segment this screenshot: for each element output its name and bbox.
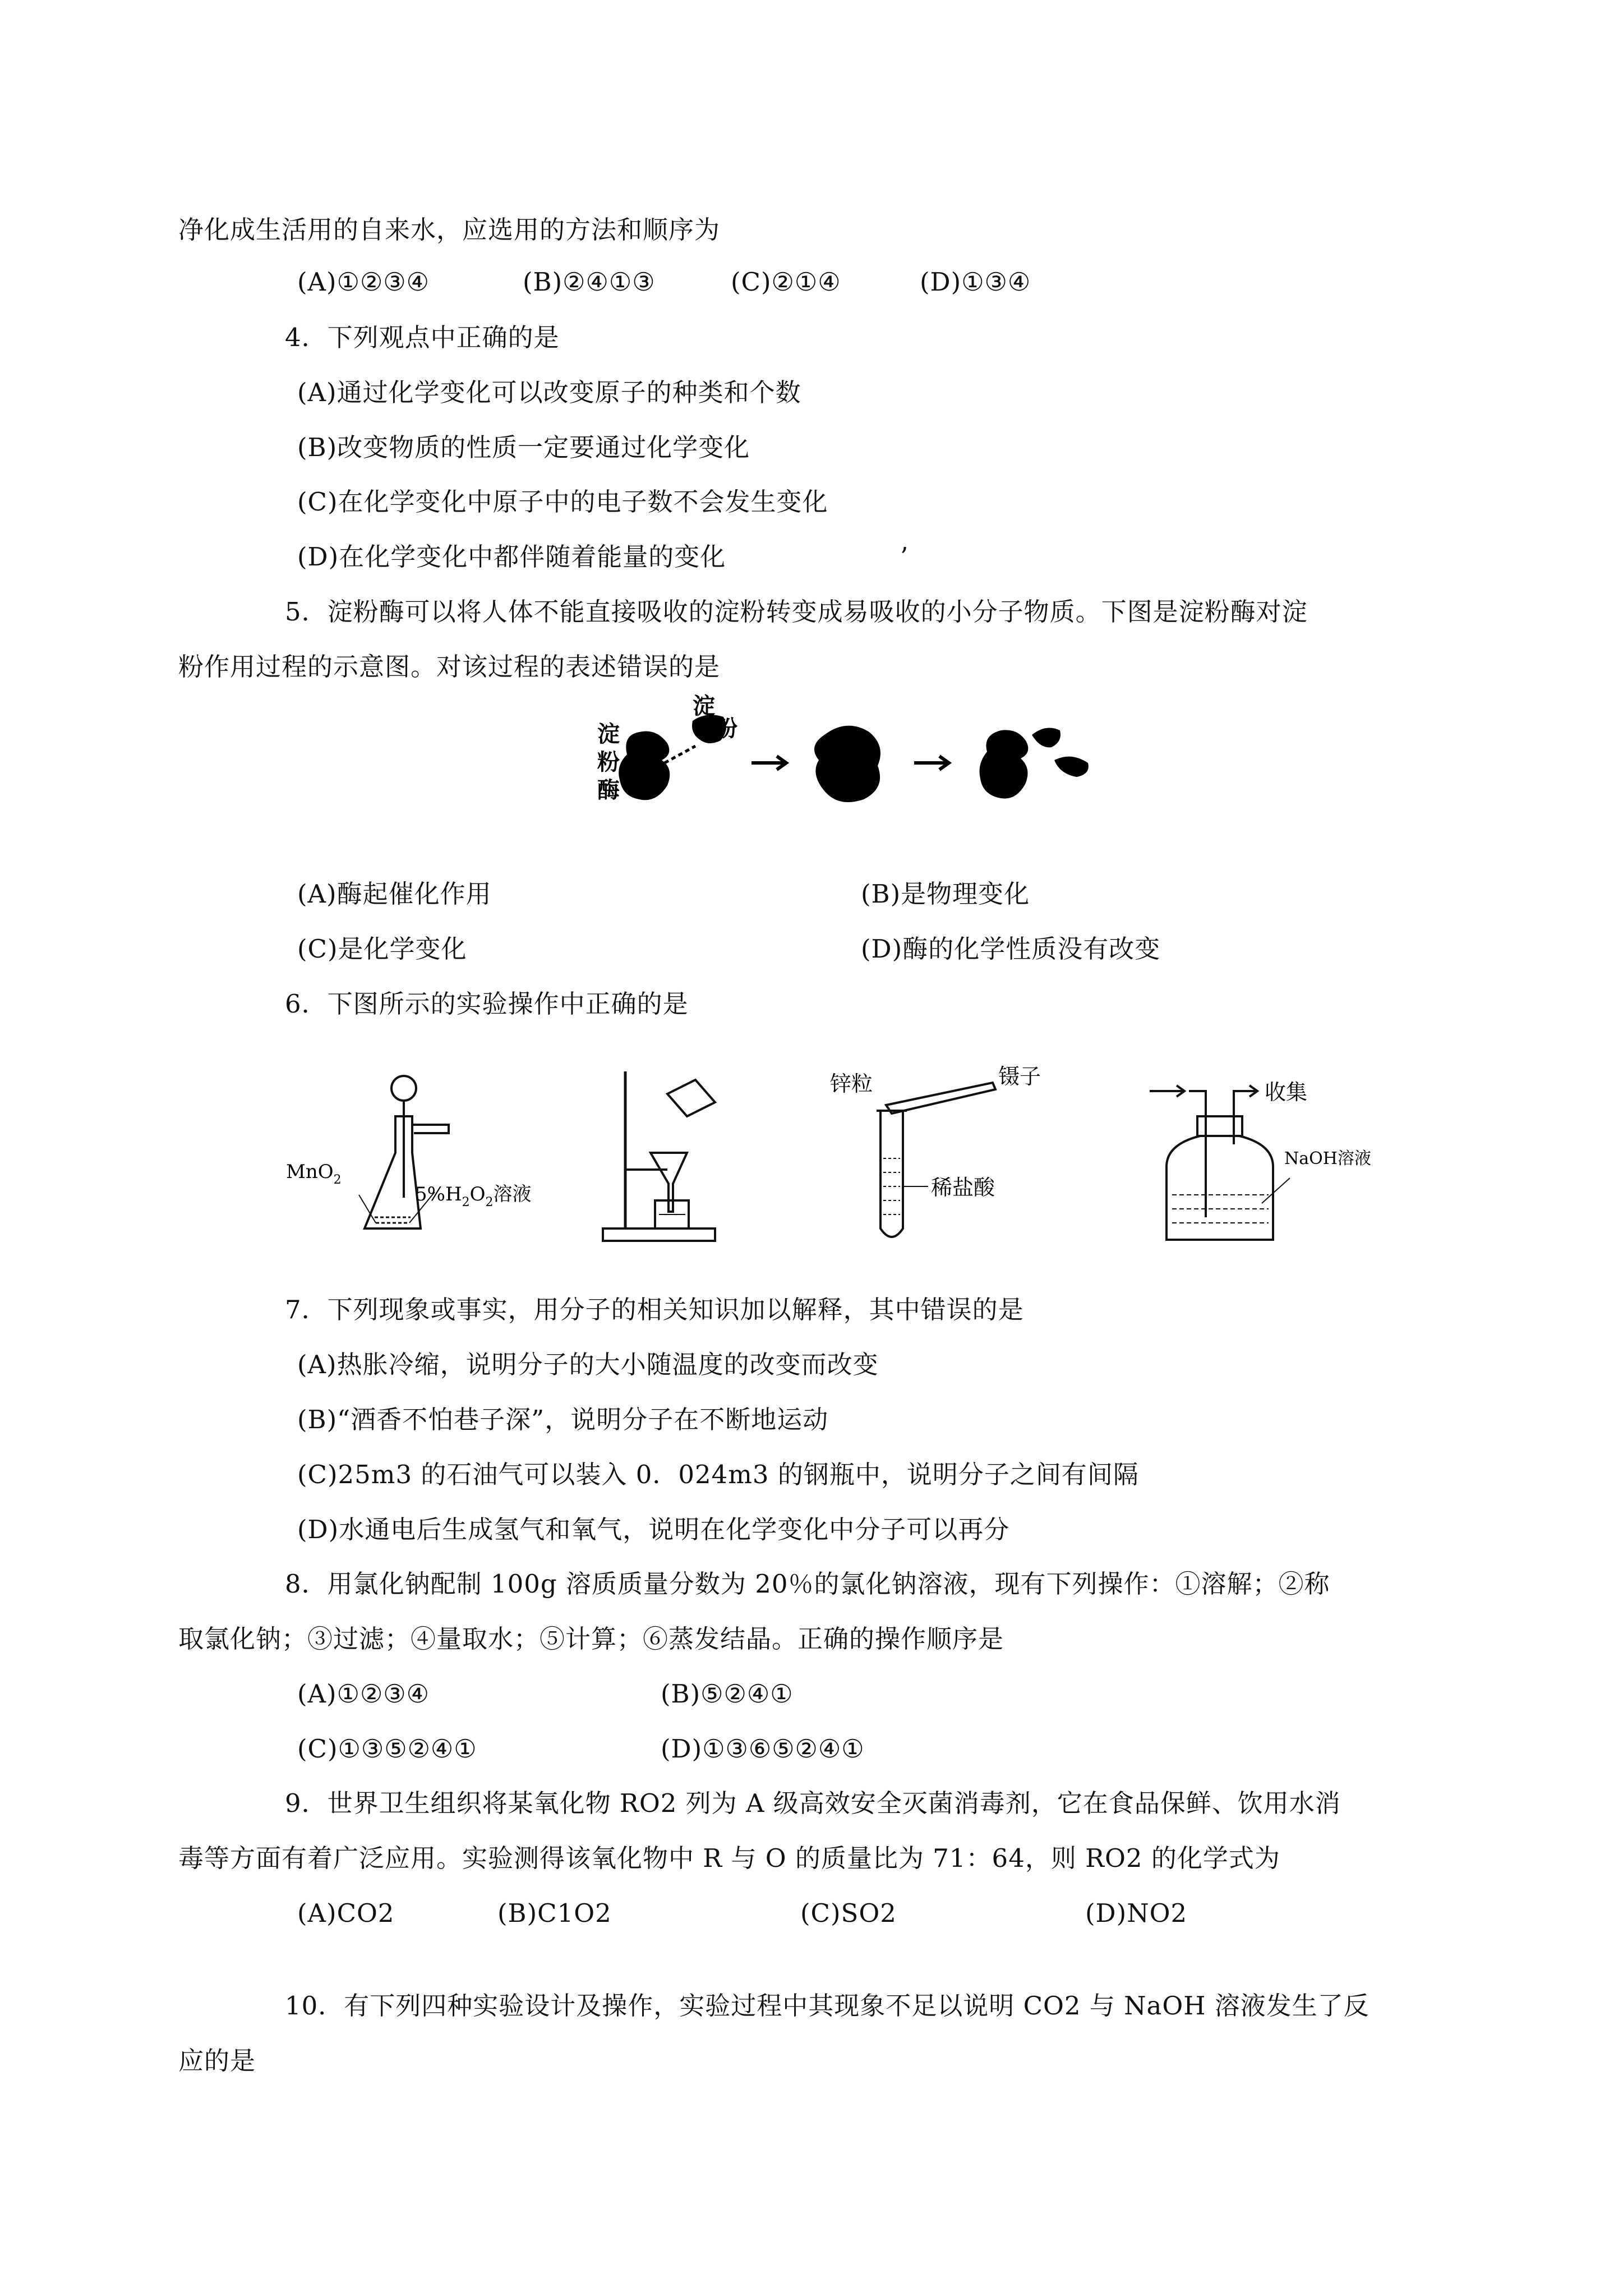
q8-stem-line1: 8．用氯化钠配制 100g 溶质质量分数为 20％的氯化钠溶液，现有下列操作：①溶解；②称 (285, 1569, 1330, 1599)
label-enzyme-3: 酶 (597, 777, 620, 803)
q5-option-b: (B)是物理变化 (861, 879, 1030, 909)
q4-option-b: (B)改变物质的性质一定要通过化学变化 (297, 432, 750, 462)
q7-option-d: (D)水通电后生成氢气和氧气，说明在化学变化中分子可以再分 (297, 1515, 1010, 1544)
q8-option-c: (C)①③⑤②④① (297, 1734, 477, 1764)
arrow-1 (751, 756, 786, 770)
q5-option-d: (D)酶的化学性质没有改变 (861, 934, 1161, 964)
q3-option-b: (B)②④①③ (523, 267, 656, 297)
enzyme-starch-diagram (583, 693, 1110, 813)
collect-label: 收集 (1265, 1080, 1308, 1105)
q8-option-b: (B)⑤②④① (661, 1679, 794, 1709)
q5-stem-line2: 粉作用过程的示意图。对该过程的表述错误的是 (178, 652, 721, 682)
apparatus-wash-bottle (1144, 1060, 1436, 1251)
product-piece-1 (1032, 728, 1061, 748)
q4-option-c: (C)在化学变化中原子中的电子数不会发生变化 (297, 487, 828, 517)
q4-option-d: (D)在化学变化中都伴随着能量的变化 (297, 542, 726, 572)
q10-stem-line1: 10．有下列四种实验设计及操作，实验过程中其现象不足以说明 CO2 与 NaOH 溶液发生了反 (285, 1991, 1370, 2021)
q3-option-d: (D)①③④ (920, 267, 1031, 297)
q5-stem-line1: 5．淀粉酶可以将人体不能直接吸收的淀粉转变成易吸收的小分子物质。下图是淀粉酶对淀 (285, 597, 1308, 627)
q7-option-c: (C)25m3 的石油气可以装入 0．024m3 的钢瓶中，说明分子之间有间隔 (297, 1460, 1139, 1489)
acid-label: 稀盐酸 (931, 1175, 995, 1200)
stray-mark: ’ (900, 542, 909, 572)
h2o2-label: $5\%H_2O_2$溶液 (415, 1183, 532, 1209)
arrow-2 (914, 756, 949, 770)
q3-option-a: (A)①②③④ (297, 267, 430, 297)
q4-stem: 4．下列观点中正确的是 (285, 323, 560, 352)
q9-option-d: (D)NO2 (1085, 1898, 1188, 1928)
q10-stem-line2: 应的是 (178, 2046, 256, 2076)
q8-option-d: (D)①③⑥⑤②④① (661, 1734, 865, 1764)
q9-stem-line1: 9．世界卫生组织将某氧化物 RO2 列为 A 级高效安全灭菌消毒剂，它在食品保鲜、饮用水消 (285, 1788, 1341, 1818)
q7-option-a: (A)热胀冷缩，说明分子的大小随温度的改变而改变 (297, 1350, 879, 1379)
dash-arrow (665, 746, 695, 763)
label-enzyme-2: 粉 (597, 749, 620, 775)
tweezers-label: 镊子 (998, 1064, 1041, 1089)
q8-stem-line2: 取氯化钠；③过滤；④量取水；⑤计算；⑥蒸发结晶。正确的操作顺序是 (178, 1624, 1004, 1654)
q9-stem-line2: 毒等方面有着广泛应用。实验测得该氧化物中 R 与 O 的质量比为 71：64，则 RO2 的化学式为 (178, 1843, 1280, 1873)
q4-option-a: (A)通过化学变化可以改变原子的种类和个数 (297, 378, 801, 407)
naoh-label: NaOH溶液 (1284, 1149, 1371, 1168)
q5-option-a: (A)酶起催化作用 (297, 879, 492, 909)
q8-option-a: (A)①②③④ (297, 1679, 430, 1709)
q7-stem: 7．下列现象或事实，用分子的相关知识加以解释，其中错误的是 (285, 1295, 1024, 1324)
apparatus-filtration (594, 1060, 740, 1251)
q3-option-c: (C)②①④ (731, 267, 841, 297)
mno2-label: MnO$_2$ (286, 1161, 342, 1187)
apparatus-test-tube (824, 1060, 1082, 1251)
apparatus-flask (280, 1055, 572, 1245)
q5-option-c: (C)是化学变化 (297, 934, 467, 964)
q7-option-b: (B)“酒香不怕巷子深”，说明分子在不断地运动 (297, 1405, 829, 1434)
complex-blob (814, 726, 880, 802)
label-starch-2: 粉 (715, 715, 737, 742)
q6-stem: 6．下图所示的实验操作中正确的是 (285, 989, 689, 1019)
label-enzyme-1: 淀 (597, 721, 620, 747)
intro-line: 净化成生活用的自来水，应选用的方法和顺序为 (178, 215, 721, 245)
enzyme-blob-1 (619, 731, 670, 800)
zinc-label: 锌粒 (830, 1071, 873, 1096)
q9-option-b: (B)C1O2 (497, 1898, 612, 1928)
product-piece-2 (1054, 757, 1089, 777)
q9-option-a: (A)CO2 (297, 1898, 395, 1928)
enzyme-blob-2 (980, 730, 1029, 798)
q9-option-c: (C)SO2 (800, 1898, 897, 1928)
label-starch-1: 淀 (693, 693, 715, 719)
